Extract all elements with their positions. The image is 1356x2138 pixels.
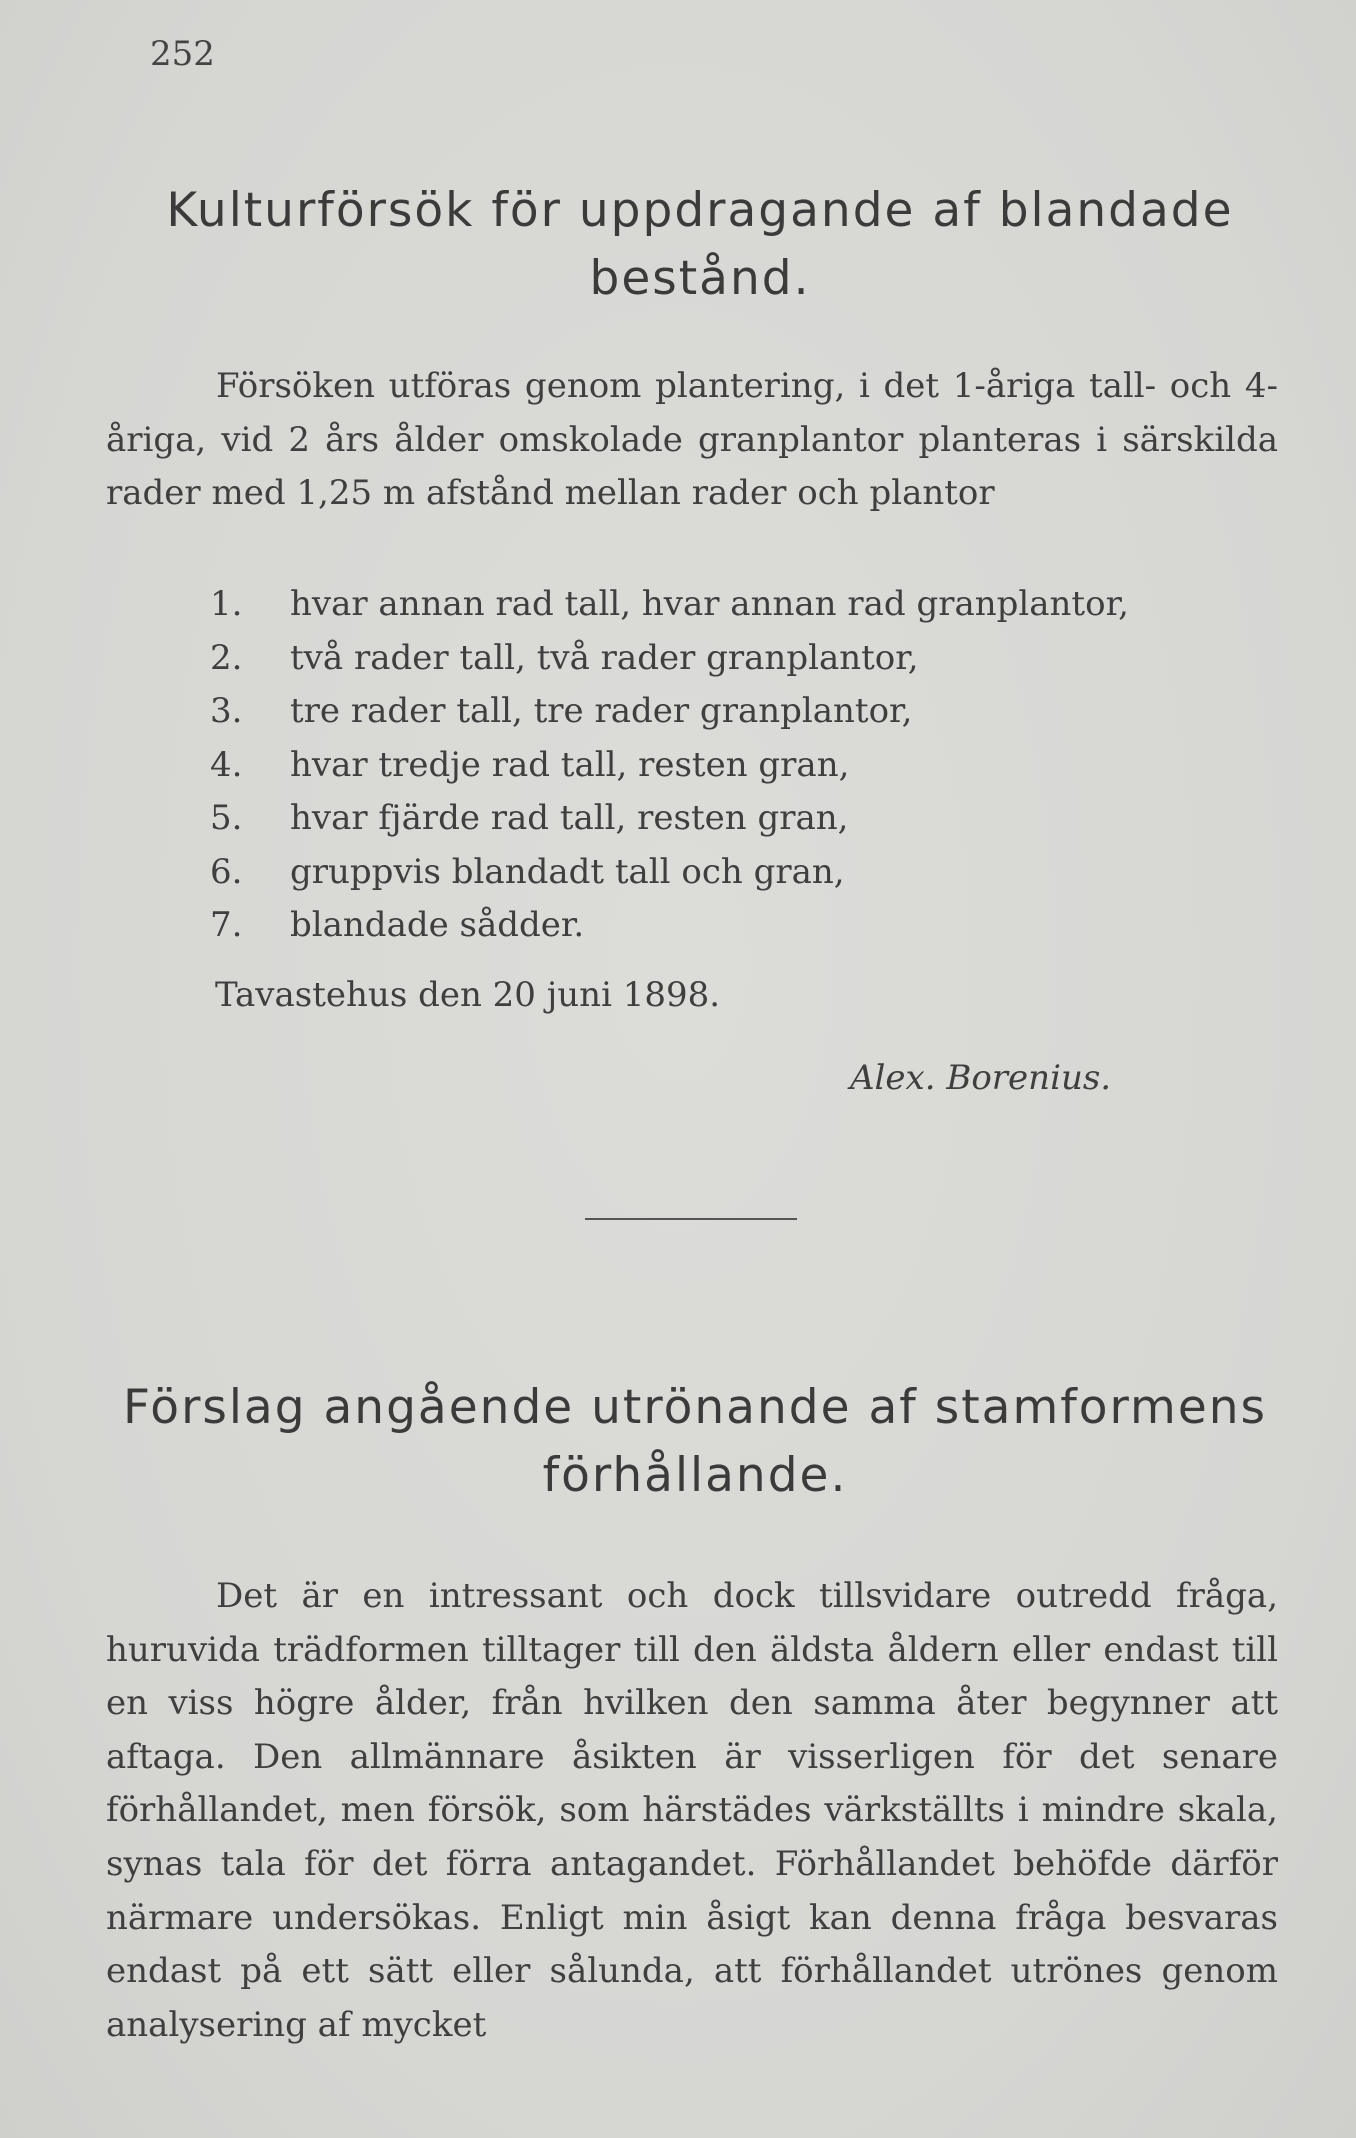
signature: Alex. Borenius. [850,1058,1112,1098]
place-date: Tavastehus den 20 juni 1898. [215,975,721,1015]
list-item-text: två rader tall, två rader granplantor, [290,637,919,678]
list-item-number: 2. [210,637,243,678]
article-2-body-text: Det är en intressant och dock tillsvidare outredd fråga, huruvida trädformen tilltager till den äldsta åldern eller endast till en viss högre ålder, från hvilken den samma åter begynner att aftaga. Den allmännare åsikten är visserligen för det senare förhållandet, men försök, som härstädes värkställts i mindre skala, synas tala för det förra antagandet. Förhållandet behöfde därför närmare undersökas. Enligt min åsigt kan denna fråga besvaras endast på ett sätt eller sålunda, att förhållandet utrönes genom analysering af mycket [106,1576,1278,2045]
list-item-number: 7. [210,905,243,945]
page-number: 252 [150,34,215,74]
list-item [210,899,1280,953]
list-item-text: tre rader tall, tre rader granplantor, [290,691,913,731]
article-2-title: Förslag angående utrönande af stamformens förhållande. [122,1380,1268,1503]
list-item [210,632,1280,686]
list-item-number: 5. [210,798,243,838]
list-item-number: 3. [210,691,243,731]
article-1-intro [106,360,1278,521]
list-item-text: gruppvis blandadt tall och gran, [290,851,845,892]
list-item-text: hvar tredje rad tall, resten gran, [290,744,850,785]
list-item [210,739,1280,793]
list-item [210,685,1280,739]
list-item [210,792,1280,846]
article-2-body [106,1570,1278,2052]
list-item-text: blandade sådder. [290,905,585,945]
article-1-title: Kulturförsök för uppdragande af blandade bestånd. [166,183,1234,306]
list-item-number: 4. [210,744,243,785]
list-item-number: 6. [210,851,243,892]
list-item [210,578,1280,632]
list-item-text: hvar annan rad tall, hvar annan rad granplantor, [290,584,1129,624]
planting-list [210,578,1280,953]
list-item [210,846,1280,900]
list-item-text: hvar fjärde rad tall, resten gran, [290,798,849,838]
list-item-number: 1. [210,584,243,624]
article-1-intro-text: Försöken utföras genom plantering, i det 1-åriga tall- och 4-åriga, vid 2 års ålder omskolade granplantor planteras i särskilda rader med 1,25 m afstånd mellan rader och plantor [106,366,1278,514]
section-divider [585,1218,797,1220]
